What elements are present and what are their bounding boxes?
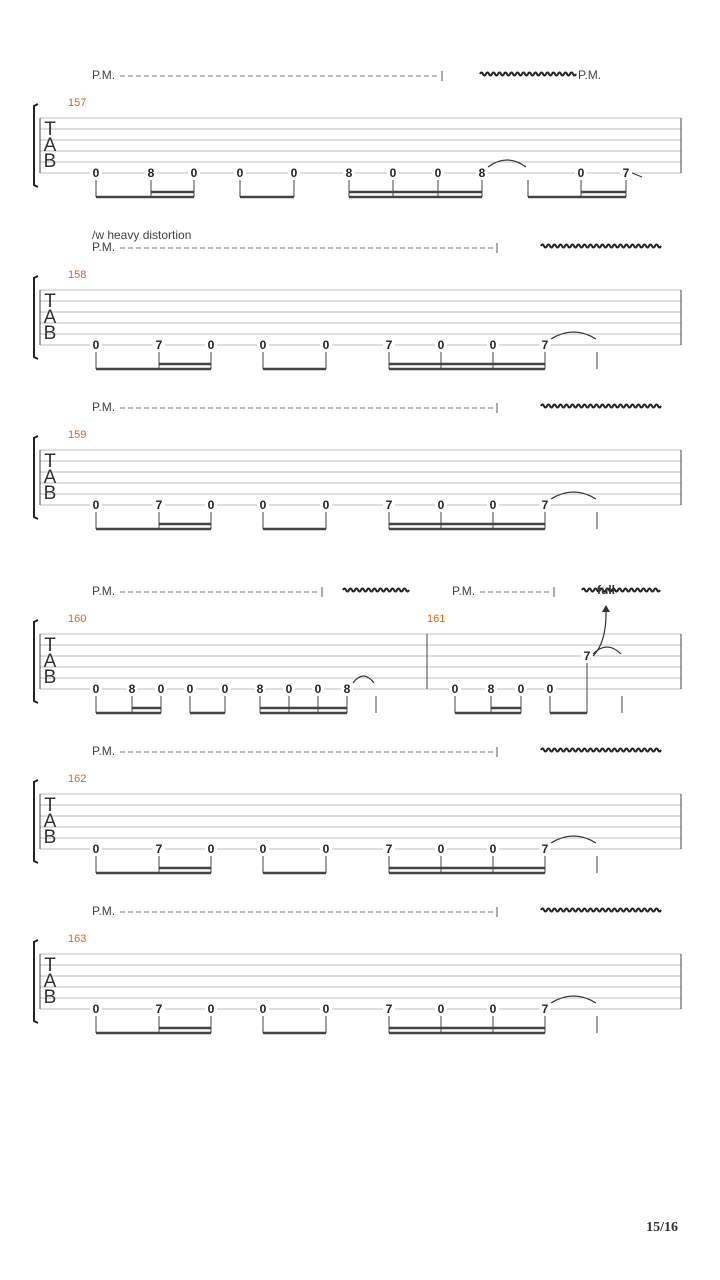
fret-number: 0 bbox=[577, 166, 585, 180]
palm-mute-label: P.M. bbox=[92, 400, 116, 414]
fret-number: 0 bbox=[221, 682, 229, 696]
vibrato-mark bbox=[343, 589, 409, 592]
measure-number: 157 bbox=[68, 97, 87, 109]
fret-number: 0 bbox=[389, 166, 397, 180]
bend-arrowhead bbox=[602, 605, 610, 612]
tie-arc bbox=[353, 676, 374, 683]
fret-number: 8 bbox=[147, 166, 155, 180]
tie-arc bbox=[551, 996, 596, 1003]
fret-number: 0 bbox=[322, 338, 330, 352]
fret-number: 0 bbox=[437, 842, 445, 856]
tab-letter-b: B bbox=[43, 151, 57, 172]
page-number: 15/16 bbox=[646, 1220, 678, 1235]
measure-number: 159 bbox=[68, 429, 87, 441]
fret-number: 0 bbox=[489, 498, 497, 512]
fret-number: 7 bbox=[541, 338, 549, 352]
tie-arc bbox=[551, 836, 596, 843]
fret-number: 0 bbox=[259, 842, 267, 856]
fret-number: 0 bbox=[190, 166, 198, 180]
tab-letter-t: T bbox=[44, 635, 56, 656]
slide-line bbox=[632, 173, 642, 177]
fret-number: 8 bbox=[487, 682, 495, 696]
fret-number: 7 bbox=[385, 338, 393, 352]
fret-number: 8 bbox=[478, 166, 486, 180]
system-163 bbox=[34, 904, 681, 1033]
fret-number: 0 bbox=[517, 682, 525, 696]
system-157 bbox=[34, 68, 681, 197]
fret-number: 0 bbox=[259, 498, 267, 512]
vibrato-mark bbox=[541, 405, 661, 408]
fret-number: 0 bbox=[207, 498, 215, 512]
fret-number: 0 bbox=[290, 166, 298, 180]
fret-number: 7 bbox=[385, 1002, 393, 1016]
fret-number: 0 bbox=[285, 682, 293, 696]
fret-number: 8 bbox=[343, 682, 351, 696]
tab-letter-b: B bbox=[43, 827, 57, 848]
fret-number: 7 bbox=[622, 166, 630, 180]
fret-number: 0 bbox=[92, 338, 100, 352]
tab-letter-a: A bbox=[43, 651, 57, 672]
fret-number: 0 bbox=[259, 1002, 267, 1016]
palm-mute-label: P.M. bbox=[92, 240, 116, 254]
vibrato-mark bbox=[582, 589, 660, 592]
palm-mute-label: P.M. bbox=[578, 68, 602, 82]
fret-number: 0 bbox=[236, 166, 244, 180]
tab-letter-t: T bbox=[44, 119, 56, 140]
fret-number: 0 bbox=[322, 1002, 330, 1016]
fret-number: 8 bbox=[256, 682, 264, 696]
fret-number: 0 bbox=[489, 1002, 497, 1016]
fret-number: 0 bbox=[207, 842, 215, 856]
fret-number: 7 bbox=[541, 842, 549, 856]
fret-number: 7 bbox=[155, 1002, 163, 1016]
fret-number: 0 bbox=[92, 166, 100, 180]
tab-letter-b: B bbox=[43, 987, 57, 1008]
fret-number: 0 bbox=[451, 682, 459, 696]
fret-number: 8 bbox=[128, 682, 136, 696]
fret-number: 8 bbox=[345, 166, 353, 180]
fret-number: 0 bbox=[314, 682, 322, 696]
system-160 bbox=[34, 583, 681, 713]
system-bracket bbox=[34, 940, 38, 1023]
annotation-text: /w heavy distortion bbox=[92, 228, 192, 242]
tab-letter-a: A bbox=[43, 467, 57, 488]
measure-number: 161 bbox=[427, 613, 446, 625]
system-bracket bbox=[34, 780, 38, 863]
vibrato-mark bbox=[541, 245, 661, 248]
system-bracket bbox=[34, 104, 38, 187]
fret-number: 0 bbox=[207, 1002, 215, 1016]
vibrato-mark bbox=[480, 73, 576, 76]
tie-arc bbox=[551, 332, 596, 339]
fret-number: 7 bbox=[541, 1002, 549, 1016]
palm-mute-label: P.M. bbox=[92, 68, 116, 82]
fret-number: 7 bbox=[541, 498, 549, 512]
fret-number: 0 bbox=[207, 338, 215, 352]
tab-letter-t: T bbox=[44, 795, 56, 816]
fret-number: 7 bbox=[155, 498, 163, 512]
bend-label: full bbox=[597, 583, 615, 597]
system-162 bbox=[34, 744, 681, 873]
system-bracket bbox=[34, 436, 38, 519]
fret-number: 0 bbox=[186, 682, 194, 696]
fret-number: 0 bbox=[546, 682, 554, 696]
system-158 bbox=[34, 228, 681, 369]
fret-number: 7 bbox=[583, 649, 591, 663]
tab-letter-t: T bbox=[44, 451, 56, 472]
fret-number: 0 bbox=[92, 498, 100, 512]
fret-number: 0 bbox=[489, 338, 497, 352]
palm-mute-label: P.M. bbox=[452, 584, 476, 598]
palm-mute-label: P.M. bbox=[92, 584, 116, 598]
system-159 bbox=[34, 400, 681, 529]
measure-number: 162 bbox=[68, 773, 87, 785]
fret-number: 0 bbox=[437, 338, 445, 352]
vibrato-mark bbox=[541, 749, 661, 752]
fret-number: 0 bbox=[322, 842, 330, 856]
system-bracket bbox=[34, 620, 38, 703]
system-bracket bbox=[34, 276, 38, 359]
measure-number: 160 bbox=[68, 613, 87, 625]
fret-number: 7 bbox=[385, 842, 393, 856]
measure-number: 158 bbox=[68, 269, 87, 281]
fret-number: 0 bbox=[437, 498, 445, 512]
fret-number: 0 bbox=[489, 842, 497, 856]
fret-number: 0 bbox=[259, 338, 267, 352]
vibrato-mark bbox=[541, 909, 661, 912]
tab-letter-b: B bbox=[43, 323, 57, 344]
tab-letter-a: A bbox=[43, 971, 57, 992]
palm-mute-label: P.M. bbox=[92, 904, 116, 918]
fret-number: 0 bbox=[92, 1002, 100, 1016]
tab-letter-b: B bbox=[43, 483, 57, 504]
palm-mute-label: P.M. bbox=[92, 744, 116, 758]
fret-number: 0 bbox=[322, 498, 330, 512]
tie-arc bbox=[551, 492, 596, 499]
fret-number: 7 bbox=[385, 498, 393, 512]
tab-letter-t: T bbox=[44, 955, 56, 976]
measure-number: 163 bbox=[68, 933, 87, 945]
fret-number: 7 bbox=[155, 338, 163, 352]
tab-letter-a: A bbox=[43, 135, 57, 156]
tab-letter-t: T bbox=[44, 291, 56, 312]
tab-letter-a: A bbox=[43, 307, 57, 328]
tie-arc bbox=[488, 160, 526, 167]
fret-number: 0 bbox=[157, 682, 165, 696]
tab-letter-b: B bbox=[43, 667, 57, 688]
fret-number: 0 bbox=[92, 682, 100, 696]
fret-number: 0 bbox=[434, 166, 442, 180]
fret-number: 0 bbox=[92, 842, 100, 856]
fret-number: 7 bbox=[155, 842, 163, 856]
fret-number: 0 bbox=[437, 1002, 445, 1016]
tab-letter-a: A bbox=[43, 811, 57, 832]
